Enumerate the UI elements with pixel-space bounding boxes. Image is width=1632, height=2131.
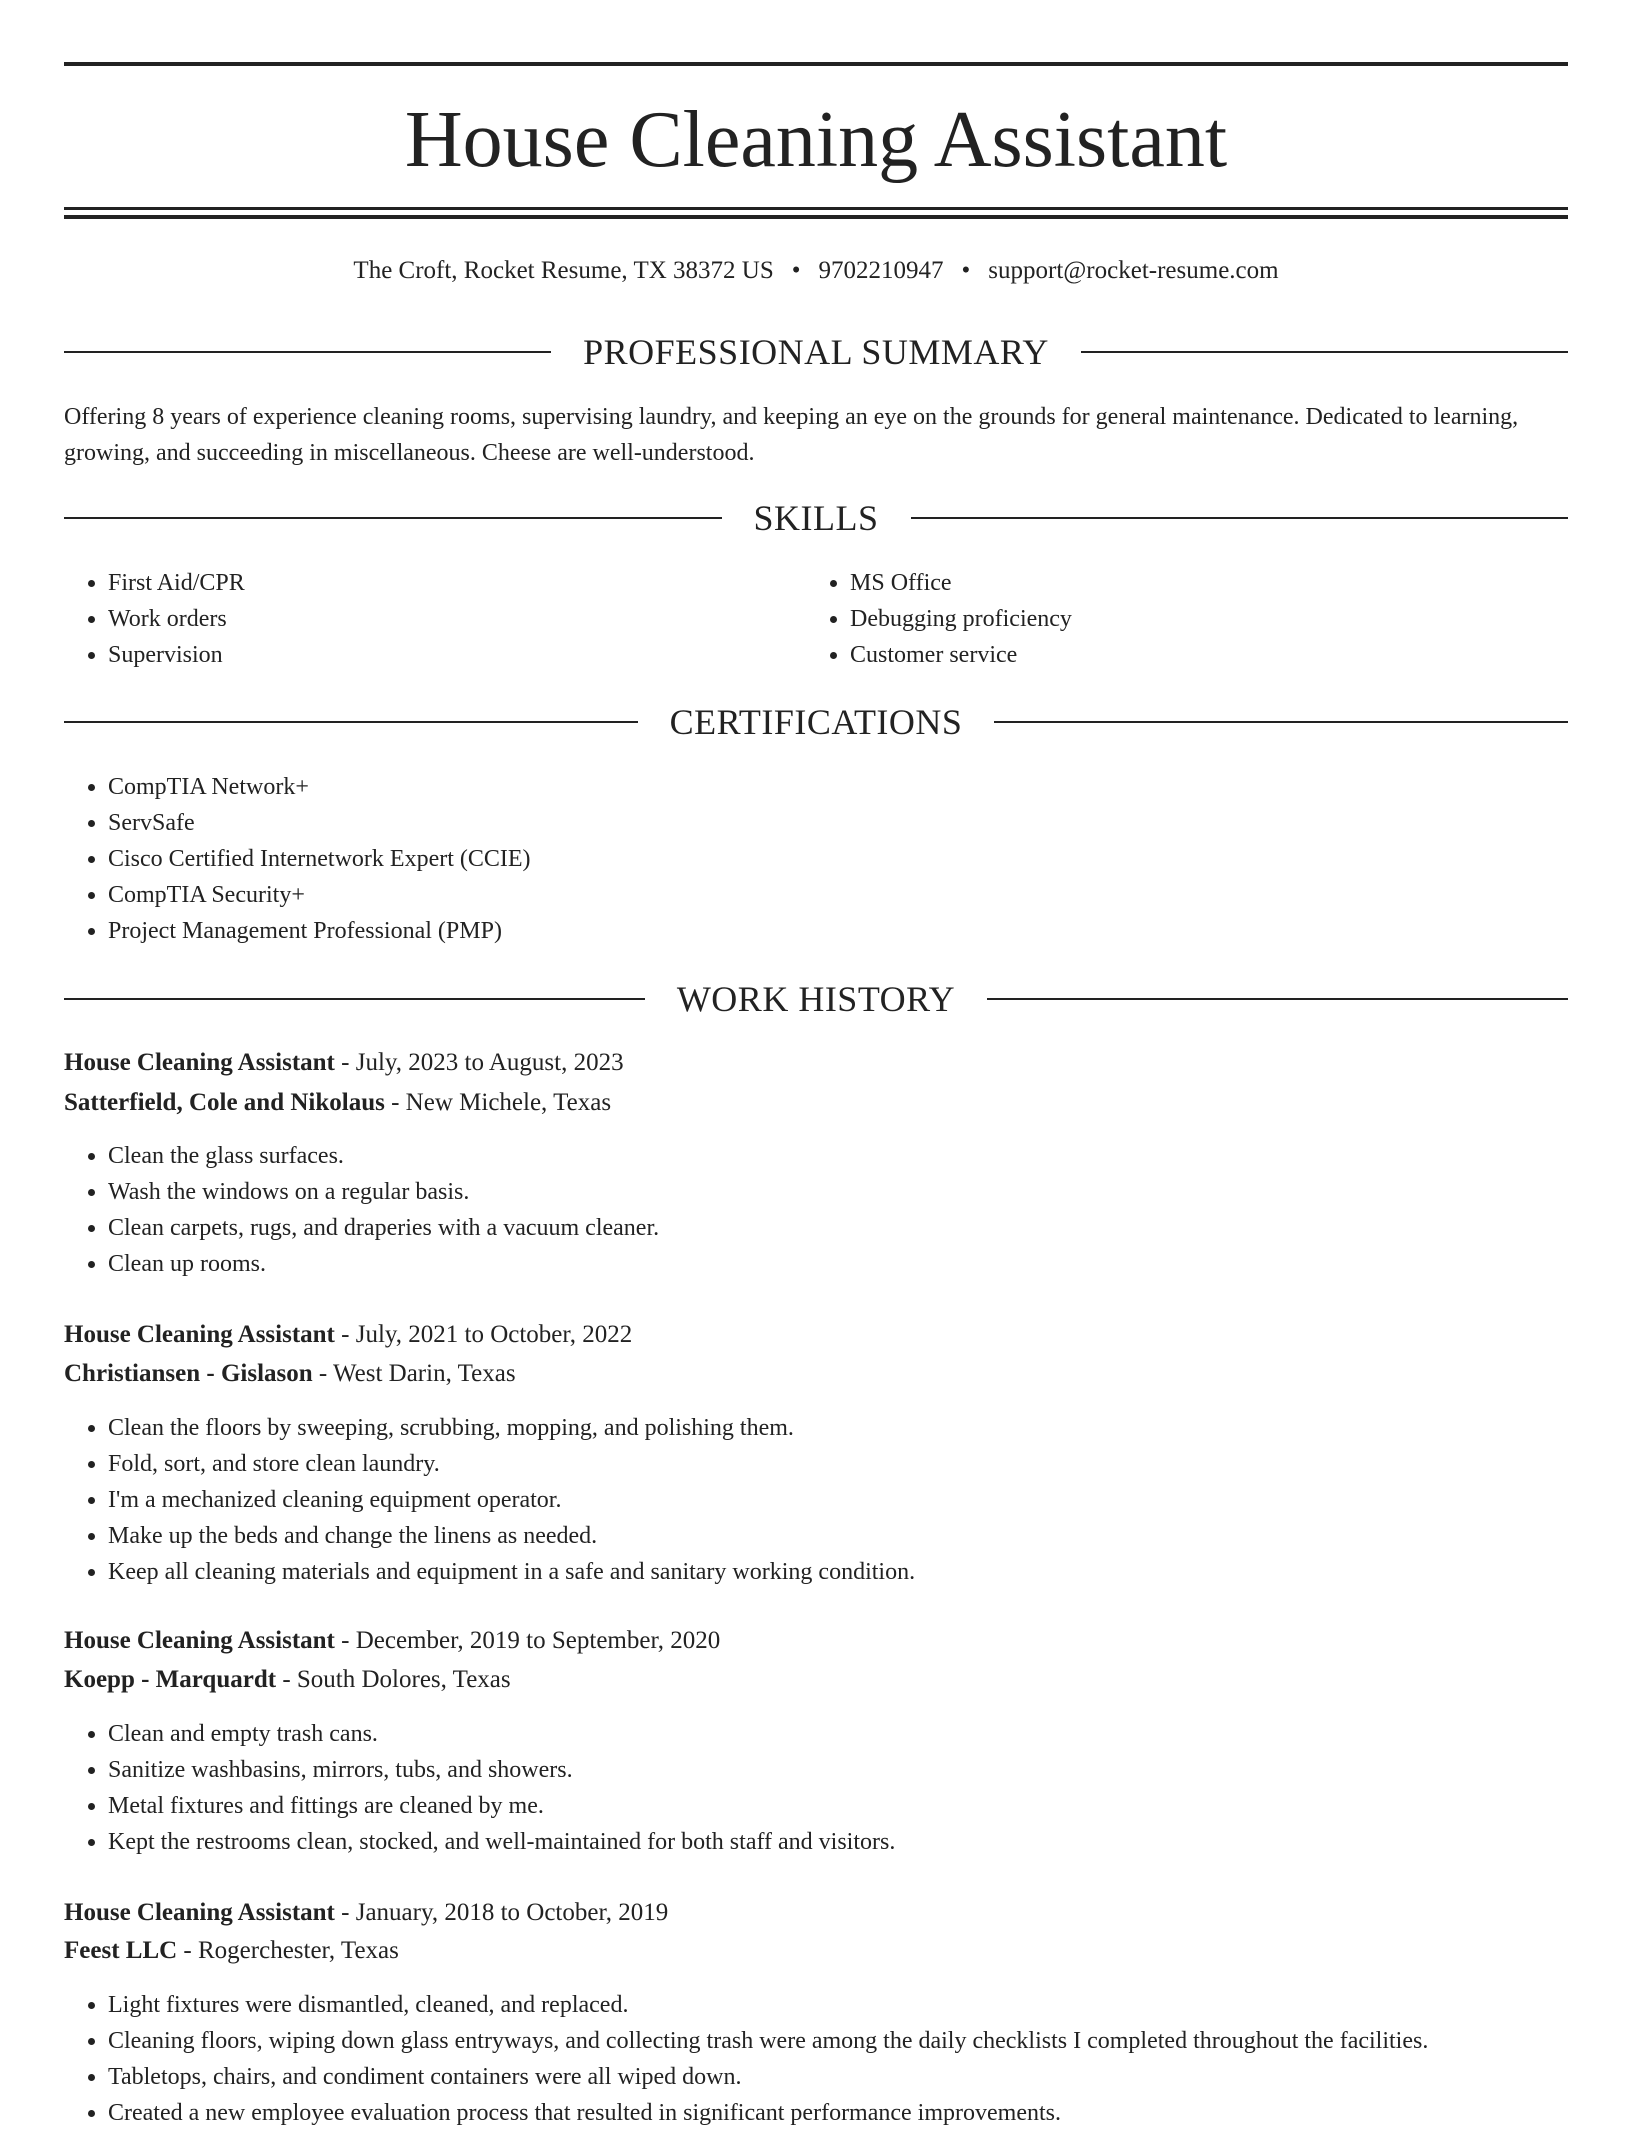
heading-rule [994, 721, 1568, 723]
job-duty-item: • Kept the restrooms clean, stocked, and well-maintained for both staff and visitors. [108, 1824, 1568, 1860]
job-company-line [64, 1932, 1568, 1970]
job-role: House Cleaning Assistant [64, 1627, 335, 1654]
job-duty-item: • I'm a mechanized cleaning equipment operator. [108, 1482, 1568, 1518]
job-company: Christiansen - Gislason [64, 1360, 313, 1387]
job-location: - Rogerchester, Texas [177, 1937, 399, 1964]
job-duty-item: • Clean and empty trash cans. [108, 1716, 1568, 1752]
job-duties-list [64, 1987, 1568, 2131]
skill-item: • First Aid/CPR [108, 565, 808, 601]
heading-rule [64, 721, 638, 723]
job-location: - West Darin, Texas [312, 1360, 516, 1387]
job-location: - New Michele, Texas [384, 1089, 612, 1116]
certification-item: • Cisco Certified Internetwork Expert (CCIE) [108, 841, 1568, 877]
resume-title: House Cleaning Assistant [404, 96, 1228, 184]
job-company-line [64, 1355, 1568, 1393]
skill-item: • Debugging proficiency [850, 601, 1550, 637]
contact-separator: • [961, 257, 971, 284]
job-duty-item: • Keep all cleaning materials and equipment in a safe and sanitary working condition. [108, 1554, 1568, 1590]
certifications-heading [64, 700, 1568, 744]
job-duty-item: • Make up the beds and change the linens as needed. [108, 1518, 1568, 1554]
job-duty-item: • Wash the windows on a regular basis. [108, 1174, 1568, 1210]
job-location: - South Dolores, Texas [276, 1666, 511, 1693]
skills-list-right [806, 565, 1550, 673]
job-duty-item: • Light fixtures were dismantled, cleaned, and replaced. [108, 1987, 1568, 2023]
certifications-heading-label: CERTIFICATIONS [669, 702, 963, 742]
job-duty-item: • Tabletops, chairs, and condiment containers were all wiped down. [108, 2059, 1568, 2095]
job-company-line [64, 1661, 1568, 1699]
job-title-line [64, 1894, 1568, 1932]
job-company: Koepp - Marquardt [64, 1666, 277, 1693]
skill-item: • MS Office [850, 565, 1550, 601]
job-duties-list [64, 1410, 1568, 1590]
certification-item: • Project Management Professional (PMP) [108, 913, 1568, 949]
job-duty-item: • Fold, sort, and store clean laundry. [108, 1446, 1568, 1482]
certification-item: • CompTIA Security+ [108, 877, 1568, 913]
skill-item: • Work orders [108, 601, 808, 637]
heading-rule [911, 517, 1569, 519]
job-dates: - December, 2019 to September, 2020 [334, 1627, 721, 1654]
job-title-line [64, 1622, 1568, 1660]
job-company-line [64, 1084, 1568, 1122]
job-duty-item: • Clean the floors by sweeping, scrubbing, mopping, and polishing them. [108, 1410, 1568, 1446]
job-duty-item: • Clean carpets, rugs, and draperies with a vacuum cleaner. [108, 1210, 1568, 1246]
certifications-list [64, 769, 1568, 949]
job-dates: - January, 2018 to October, 2019 [334, 1899, 669, 1926]
summary-text: Offering 8 years of experience cleaning rooms, supervising laundry, and keeping an eye on the grounds for general maintenance. Dedicated to learning, growing, and succeeding in miscellaneous. Cheese are well-understood. [64, 404, 1519, 466]
job-title-line [64, 1044, 1568, 1082]
work-history-heading-label: WORK HISTORY [676, 979, 956, 1019]
heading-rule [1081, 351, 1568, 353]
heading-rule [987, 998, 1568, 1000]
job-company: Feest LLC [64, 1937, 178, 1964]
heading-rule [64, 998, 645, 1000]
job-duty-item: • Metal fixtures and fittings are cleaned by me. [108, 1788, 1568, 1824]
skills-heading [64, 496, 1568, 540]
job-duty-item: • Clean up rooms. [108, 1246, 1568, 1282]
contact-address: The Croft, Rocket Resume, TX 38372 US [353, 257, 774, 284]
job-title-line [64, 1316, 1568, 1354]
job-dates: - July, 2023 to August, 2023 [334, 1049, 624, 1076]
job-duty-item: • Created a new employee evaluation process that resulted in significant performance improvements. [108, 2095, 1568, 2131]
job-duties-list [64, 1716, 1568, 1860]
job-role: House Cleaning Assistant [64, 1049, 335, 1076]
contact-separator: • [791, 257, 801, 284]
job-role: House Cleaning Assistant [64, 1899, 335, 1926]
skill-item: • Supervision [108, 637, 808, 673]
job-duty-item: • Clean the glass surfaces. [108, 1138, 1568, 1174]
skills-heading-label: SKILLS [753, 498, 879, 538]
certification-item: • ServSafe [108, 805, 1568, 841]
summary-heading [64, 330, 1568, 374]
certification-item: • CompTIA Network+ [108, 769, 1568, 805]
heading-rule [64, 351, 551, 353]
contact-email: support@rocket-resume.com [988, 257, 1279, 284]
skills-list-left [64, 565, 808, 673]
summary-heading-label: PROFESSIONAL SUMMARY [583, 332, 1049, 372]
job-role: House Cleaning Assistant [64, 1321, 335, 1348]
job-company: Satterfield, Cole and Nikolaus [64, 1089, 385, 1116]
top-rule [64, 62, 1568, 66]
heading-rule [64, 517, 722, 519]
job-dates: - July, 2021 to October, 2022 [334, 1321, 633, 1348]
job-duties-list [64, 1138, 1568, 1282]
job-duty-item: • Sanitize washbasins, mirrors, tubs, and showers. [108, 1752, 1568, 1788]
contact-line [64, 254, 1568, 288]
contact-phone: 9702210947 [818, 257, 944, 284]
title-double-rule [64, 207, 1568, 219]
work-history-heading [64, 977, 1568, 1021]
job-duty-item: • Cleaning floors, wiping down glass entryways, and collecting trash were among the daily checklists I completed throughout the facilities. [108, 2023, 1568, 2059]
skill-item: • Customer service [850, 637, 1550, 673]
